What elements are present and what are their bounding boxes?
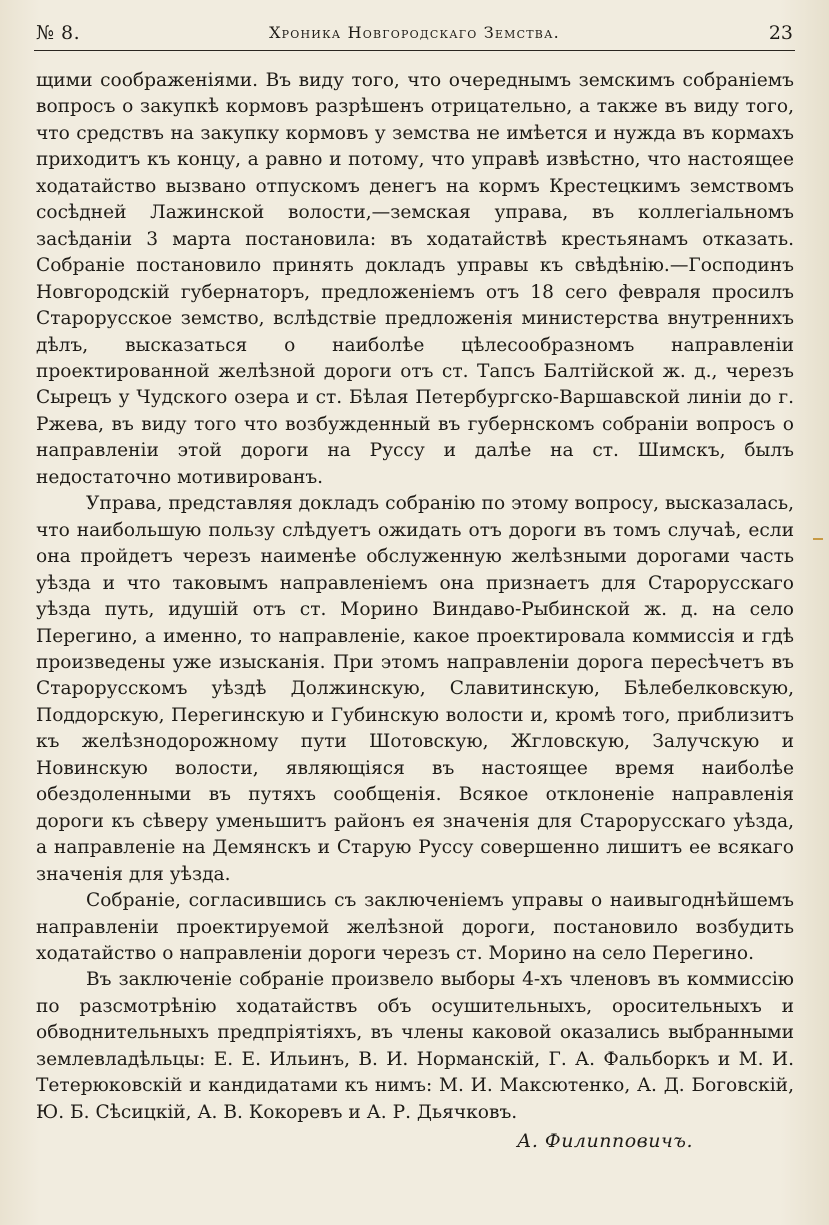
article-body: [36, 68, 794, 1126]
running-header: [34, 18, 795, 54]
paragraph-uprava-report: Управа, представляя докладъ собранію по этому вопросу, высказалась, что наибольшую пользу слѣдуетъ ожидать отъ дороги въ томъ случаѣ, если она пройдетъ черезъ наименѣе обслуженную желѣзными дорогами часть уѣзда и что таковымъ направленіемъ она признаетъ для Старорусскаго уѣзда путь, идушій отъ ст. Морино Виндаво-Рыбинской ж. д. на село Перегино, а именно, то направленіе, какое проектировала коммиссія и гдѣ произведены уже изысканія. При этомъ направленіи дорога пересѣчетъ въ Старорусскомъ уѣздѣ Должинскую, Славитинскую, Бѣлебелковскую, Поддорскую, Перегинскую и Губинскую волости и, кромѣ того, приблизитъ къ желѣзнодорожному пути Шотовскую, Жгловскую, Залучскую и Новинскую волости, являющіяся въ настоящее время наиболѣе обездоленными въ путяхъ сообщенія. Всякое отклоненіе направленія дороги къ сѣверу уменьшитъ районъ ея значенія для Старорусскаго уѣзда, а направленіе на Демянскъ и Старую Руссу совершенно лишитъ ее всякаго значенія для уѣзда.: [36, 493, 794, 885]
issue-number: № 8.: [36, 22, 81, 44]
page-number: 23: [768, 22, 793, 44]
header-rule: [34, 50, 795, 51]
journal-title: Хроника Новгородскаго Земства.: [269, 23, 560, 42]
paragraph-assembly-decision: Собраніе, согласившись съ заключеніемъ управы о наивыгоднѣйшемъ направленіи проектируемой желѣзной дороги, постановило возбудить ходатайство о направленіи дороги черезъ ст. Морино на село Перегино.: [36, 890, 794, 964]
author-signature: А. Филипповичъ.: [516, 1130, 693, 1152]
paragraph-continuation: щими соображеніями. Въ виду того, что очереднымъ земскимъ собраніемъ вопросъ о закупкѣ кормовъ разрѣшенъ отрицательно, а также въ виду того, что средствъ на закупку кормовъ у земства не имѣется и нужда въ кормахъ приходитъ къ концу, а равно и потому, что управѣ извѣстно, что настоящее ходатайство вызвано отпускомъ денегъ на кормъ Крестецкимъ земствомъ сосѣдней Лажинской волости,—земская управа, въ коллегіальномъ засѣданіи 3 марта постановила: въ ходатайствѣ крестьянамъ отказать. Собраніе постановило принять докладъ управы къ свѣдѣнію.—Господинъ Новгородскій губернаторъ, предложеніемъ отъ 18 сего февраля просилъ Старорусское земство, вслѣдствіе предложенія министерства внутреннихъ дѣлъ, высказаться о наиболѣе цѣлесообразномъ направленіи проектированной желѣзной дороги отъ ст. Тапсъ Балтійской ж. д., черезъ Сырецъ у Чудского озера и ст. Бѣлая Петербургско-Варшавской линіи до г. Ржева, въ виду того что возбужденный въ губернскомъ собраніи вопросъ о направленіи этой дороги на Руссу и далѣе на ст. Шимскъ, былъ недостаточно мотивированъ.: [36, 70, 794, 488]
paragraph-elections: Въ заключеніе собраніе произвело выборы 4-хъ членовъ въ коммиссію по разсмотрѣнію ходатайствъ объ осушительныхъ, оросительныхъ и обводнительныхъ предпріятіяхъ, въ члены каковой оказались выбранными землевладѣльцы: Е. Е. Ильинъ, В. И. Норманскій, Г. А. Фальборкъ и М. И. Тетерюковскій и кандидатами къ нимъ: М. И. Максютенко, А. Д. Боговскій, Ю. Б. Сѣсицкій, А. В. Кокоревъ и А. Р. Дьячковъ.: [36, 969, 794, 1123]
margin-mark: [813, 538, 823, 540]
